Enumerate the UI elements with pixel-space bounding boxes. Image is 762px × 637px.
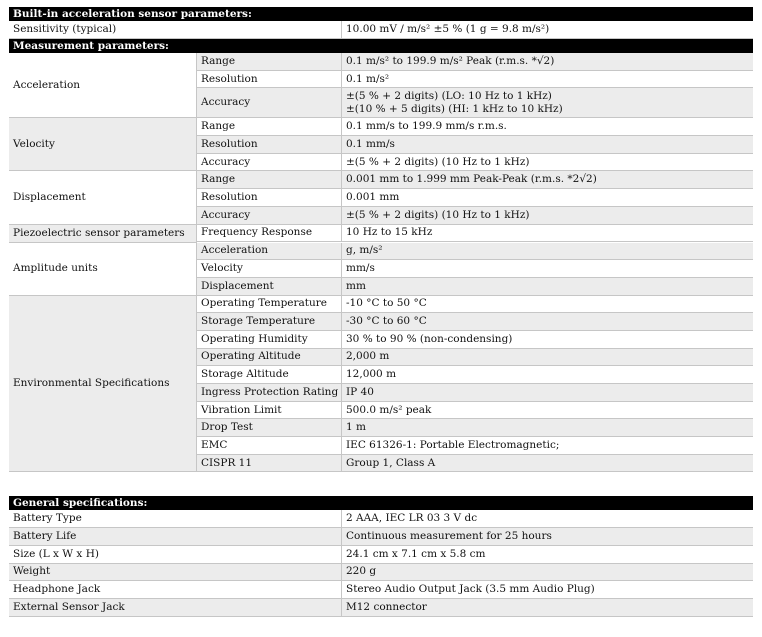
param-label: Vibration Limit	[197, 402, 342, 420]
param-value: ±(5 % + 2 digits) (10 Hz to 1 kHz)	[342, 207, 753, 225]
param-value: 30 % to 90 % (non-condensing)	[342, 331, 753, 349]
param-value: Group 1, Class A	[342, 455, 753, 473]
param-value: Stereo Audio Output Jack (3.5 mm Audio Plug)	[342, 581, 753, 599]
spec-sheet	[9, 7, 753, 617]
param-label: EMC	[197, 437, 342, 455]
measurement-table	[9, 53, 753, 472]
param-value: 10 Hz to 15 kHz	[342, 225, 753, 243]
param-value: 500.0 m/s² peak	[342, 402, 753, 420]
section-header-measurement: Measurement parameters:	[9, 39, 753, 53]
param-value: 24.1 cm x 7.1 cm x 5.8 cm	[342, 546, 753, 564]
param-value: -10 °C to 50 °C	[342, 296, 753, 314]
param-label: Resolution	[197, 136, 342, 154]
param-value: 2,000 m	[342, 349, 753, 367]
group-label-displacement: Displacement	[9, 171, 197, 224]
param-label: Operating Altitude	[197, 349, 342, 367]
param-value: IP 40	[342, 384, 753, 402]
param-label: Range	[197, 53, 342, 71]
param-label: Accuracy	[197, 154, 342, 172]
param-label: Sensitivity (typical)	[9, 21, 342, 39]
param-value: -30 °C to 60 °C	[342, 313, 753, 331]
group-label-piezo: Piezoelectric sensor parameters	[9, 225, 197, 243]
param-label: Ingress Protection Rating	[197, 384, 342, 402]
param-value	[342, 88, 753, 118]
param-value: 0.001 mm to 1.999 mm Peak-Peak (r.m.s. *2√2)	[342, 171, 753, 189]
accuracy-lo: ±(5 % + 2 digits) (LO: 10 Hz to 1 kHz)	[346, 89, 552, 102]
param-label: CISPR 11	[197, 455, 342, 473]
param-label: Accuracy	[197, 207, 342, 225]
param-label: Battery Type	[9, 510, 342, 528]
param-value: 0.1 m/s² to 199.9 m/s² Peak (r.m.s. *√2)	[342, 53, 753, 71]
param-label: Size (L x W x H)	[9, 546, 342, 564]
param-label: Velocity	[197, 260, 342, 278]
param-label: Displacement	[197, 278, 342, 296]
param-value: mm/s	[342, 260, 753, 278]
param-value: IEC 61326-1: Portable Electromagnetic;	[342, 437, 753, 455]
param-label: Operating Humidity	[197, 331, 342, 349]
section-header-sensor: Built-in acceleration sensor parameters:	[9, 7, 753, 21]
sensor-table	[9, 21, 753, 39]
param-label: Battery Life	[9, 528, 342, 546]
param-label: Weight	[9, 564, 342, 582]
general-table	[9, 510, 753, 616]
param-value: 12,000 m	[342, 366, 753, 384]
param-label: Frequency Response	[197, 225, 342, 243]
param-value: 0.001 mm	[342, 189, 753, 207]
param-value: Continuous measurement for 25 hours	[342, 528, 753, 546]
param-label: Accuracy	[197, 88, 342, 118]
param-value: 10.00 mV / m/s² ±5 % (1 g = 9.8 m/s²)	[342, 21, 753, 39]
param-label: Storage Temperature	[197, 313, 342, 331]
param-label: Acceleration	[197, 243, 342, 261]
param-value: 1 m	[342, 419, 753, 437]
param-value: mm	[342, 278, 753, 296]
param-value: 0.1 mm/s to 199.9 mm/s r.m.s.	[342, 118, 753, 136]
param-value: 0.1 mm/s	[342, 136, 753, 154]
group-label-velocity: Velocity	[9, 118, 197, 171]
accuracy-hi: ±(10 % + 5 digits) (HI: 1 kHz to 10 kHz)	[346, 102, 563, 115]
param-value: 2 AAA, IEC LR 03 3 V dc	[342, 510, 753, 528]
param-value: g, m/s²	[342, 243, 753, 261]
param-label: Headphone Jack	[9, 581, 342, 599]
param-label: Range	[197, 171, 342, 189]
section-spacer	[9, 472, 753, 496]
group-label-environmental: Environmental Specifications	[9, 296, 197, 473]
param-label: Resolution	[197, 71, 342, 89]
param-label: Storage Altitude	[197, 366, 342, 384]
param-label: External Sensor Jack	[9, 599, 342, 617]
group-label-amplitude: Amplitude units	[9, 243, 197, 296]
param-label: Range	[197, 118, 342, 136]
param-label: Operating Temperature	[197, 296, 342, 314]
param-value: M12 connector	[342, 599, 753, 617]
param-label: Drop Test	[197, 419, 342, 437]
section-header-general: General specifications:	[9, 496, 753, 510]
param-label: Resolution	[197, 189, 342, 207]
param-value: 220 g	[342, 564, 753, 582]
group-label-acceleration: Acceleration	[9, 53, 197, 118]
param-value: 0.1 m/s²	[342, 71, 753, 89]
param-value: ±(5 % + 2 digits) (10 Hz to 1 kHz)	[342, 154, 753, 172]
